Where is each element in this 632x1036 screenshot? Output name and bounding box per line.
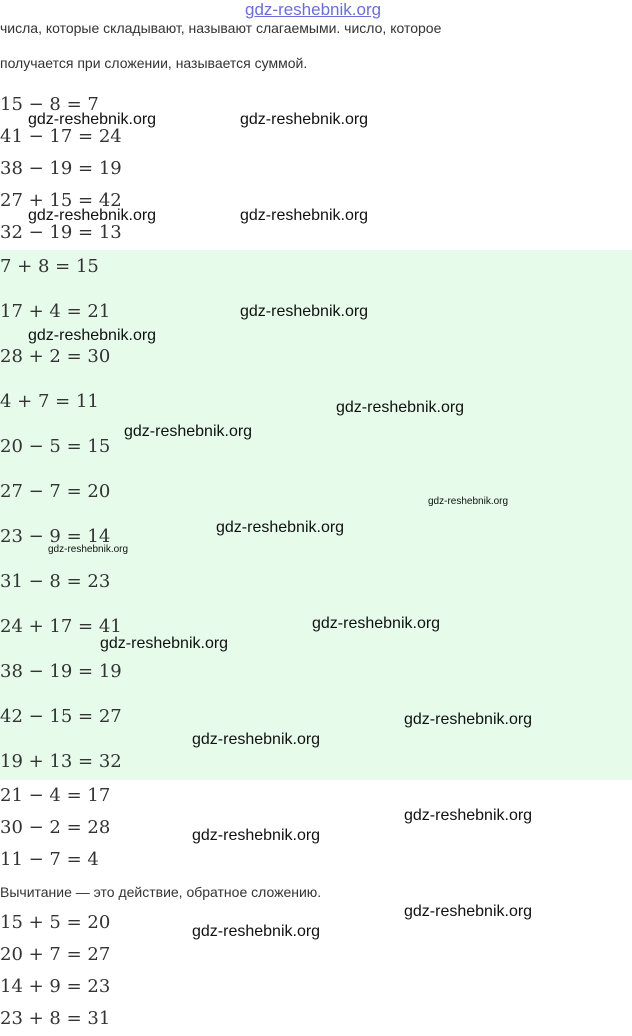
equation: 23 + 8 = 31 xyxy=(0,1008,111,1029)
equation: 27 − 7 = 20 xyxy=(0,481,111,502)
watermark: gdz-reshebnik.org xyxy=(48,544,129,555)
equation: 23 − 9 = 14 xyxy=(0,526,111,547)
equation: 19 + 13 = 32 xyxy=(0,751,122,772)
equation: 4 + 7 = 11 xyxy=(0,391,99,412)
watermark: gdz-reshebnik.org xyxy=(404,807,533,824)
equation: 41 − 17 = 24 xyxy=(0,126,122,147)
watermark: gdz-reshebnik.org xyxy=(240,111,369,128)
watermark: gdz-reshebnik.org xyxy=(336,399,465,416)
equation: 20 + 7 = 27 xyxy=(0,944,111,965)
watermark: gdz-reshebnik.org xyxy=(428,496,509,507)
equation: 17 + 4 = 21 xyxy=(0,301,111,322)
equation: 42 − 15 = 27 xyxy=(0,706,122,727)
watermark: gdz-reshebnik.org xyxy=(100,635,229,652)
watermark: gdz-reshebnik.org xyxy=(28,207,157,224)
equation: 14 + 9 = 23 xyxy=(0,976,111,997)
watermark: gdz-reshebnik.org xyxy=(192,923,321,940)
intro-line-2: получается при сложении, называется суммой. xyxy=(0,55,308,71)
equation: 30 − 2 = 28 xyxy=(0,817,111,838)
watermark: gdz-reshebnik.org xyxy=(28,111,157,128)
site-link[interactable]: gdz-reshebnik.org xyxy=(245,0,382,19)
equation: 11 − 7 = 4 xyxy=(0,849,99,870)
equation: 20 − 5 = 15 xyxy=(0,436,111,457)
watermark: gdz-reshebnik.org xyxy=(124,423,253,440)
equation: 31 − 8 = 23 xyxy=(0,571,111,592)
equation: 28 + 2 = 30 xyxy=(0,346,111,367)
equation: 24 + 17 = 41 xyxy=(0,616,122,637)
watermark: gdz-reshebnik.org xyxy=(312,615,441,632)
watermark: gdz-reshebnik.org xyxy=(404,903,533,920)
intro-line-1: числа, которые складывают, называют слагаемыми. число, которое xyxy=(0,20,442,36)
equation: 15 + 5 = 20 xyxy=(0,912,111,933)
watermark: gdz-reshebnik.org xyxy=(28,327,157,344)
watermark: gdz-reshebnik.org xyxy=(240,303,369,320)
watermark: gdz-reshebnik.org xyxy=(216,519,345,536)
equation: 32 − 19 = 13 xyxy=(0,222,122,243)
watermark: gdz-reshebnik.org xyxy=(192,731,321,748)
equation: 38 − 19 = 19 xyxy=(0,661,122,682)
equation: 21 − 4 = 17 xyxy=(0,785,111,806)
definition-text: Вычитание — это действие, обратное сложению. xyxy=(0,884,322,900)
equation: 38 − 19 = 19 xyxy=(0,158,122,179)
watermark: gdz-reshebnik.org xyxy=(240,207,369,224)
watermark: gdz-reshebnik.org xyxy=(192,827,321,844)
equation: 7 + 8 = 15 xyxy=(0,256,99,277)
equation: 15 − 8 = 7 xyxy=(0,94,99,115)
equation: 27 + 15 = 42 xyxy=(0,190,122,211)
watermark: gdz-reshebnik.org xyxy=(404,711,533,728)
